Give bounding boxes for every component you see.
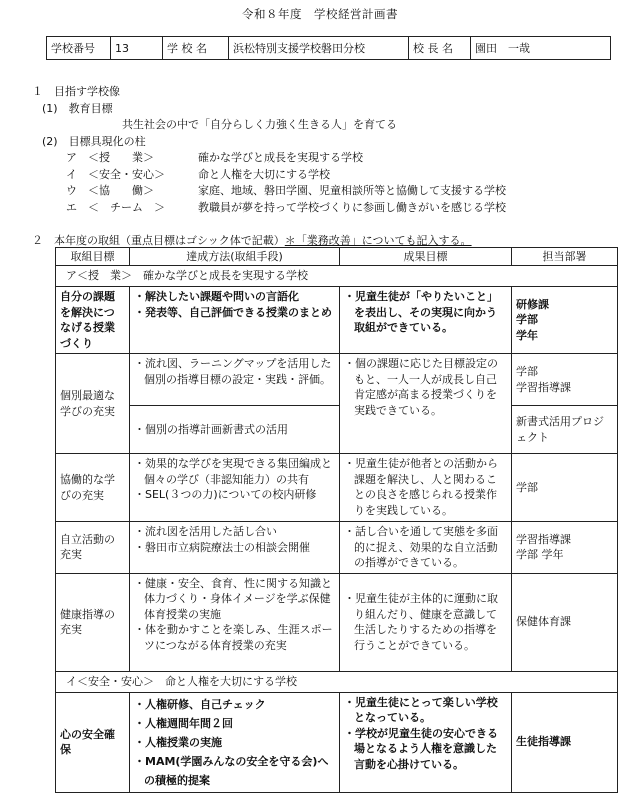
col-header-outcome: 成果目標 — [340, 248, 512, 266]
table-row — [56, 573, 618, 671]
method-item: ・解決したい課題や問いの言語化 — [134, 290, 299, 303]
method-cell — [130, 522, 340, 574]
outcome-text: ・学校が児童生徒の安心できる場となるよう人権を意識した言動を心掛けている。 — [344, 726, 498, 771]
section-1-heading: １ 目指す学校像 — [32, 85, 120, 98]
pillar-item — [30, 183, 620, 200]
method-item: ・人権週間年間２回 — [134, 716, 233, 730]
outcome-cell — [340, 522, 512, 574]
school-name-label: 学 校 名 — [163, 37, 229, 60]
goal-cell: 健康指導の充実 — [56, 573, 130, 671]
method-item: ・体を動かすことを楽しみ、生涯スポーツにつながる体育授業の充実 — [134, 623, 333, 652]
pillar-band-lessons: ア＜授 業＞ 確かな学びと成長を実現する学校 — [56, 266, 618, 287]
pillar-key: ア ＜授 業＞ — [66, 151, 154, 164]
method-item: ・流れ図、ラーニングマップを活用した個別の指導目標の設定・実践・評価。 — [134, 357, 332, 386]
outcome-text: ・児童生徒にとって楽しい学校となっている。 — [344, 695, 498, 724]
method-item: ・個別の指導計画新書式の活用 — [134, 422, 288, 436]
outcome-text: ・児童生徒が「やりたいこと」を表出し、その実現に向かう取組ができている。 — [344, 290, 498, 334]
table-row — [56, 287, 618, 354]
method-cell — [130, 573, 340, 671]
method-item: ・SEL(３つの力)についての校内研修 — [134, 488, 317, 501]
method-item: ・発表等、自己評価できる授業のまとめ — [134, 305, 332, 319]
table-row — [56, 454, 618, 522]
table-row — [56, 692, 618, 792]
dept-cell: 保健体育課 — [512, 573, 618, 671]
col-header-method: 達成方法(取組手段) — [130, 248, 340, 266]
school-number-label: 学校番号 — [47, 37, 111, 60]
outcome-cell — [340, 354, 512, 454]
section-2-heading — [32, 232, 472, 248]
dept-cell: 学部 — [512, 454, 618, 522]
pillar-text: 命と人権を大切にする学校 — [198, 167, 330, 181]
dept-cell: 新書式活用プロジェクト — [512, 406, 618, 454]
pillar-item — [30, 200, 620, 217]
outcome-text: ・児童生徒が主体的に運動に取り組んだり、健康を意識して生活したりするための指導を行うことができている。 — [344, 592, 498, 652]
method-cell — [130, 354, 340, 406]
dept-cell: 研修課 学部 学年 — [512, 287, 618, 354]
school-info-table — [46, 36, 611, 60]
section-2-note: ＊「業務改善」についても記入する。 — [284, 234, 472, 247]
dept-cell: 学部 学習指導課 — [512, 354, 618, 406]
school-name: 浜松特別支援学校磐田分校 — [229, 37, 409, 60]
pillar-item — [30, 150, 620, 167]
method-cell — [130, 454, 340, 522]
pillar-key: イ ＜安全・安心＞ — [66, 167, 165, 181]
goal-cell: 心の安全確保 — [56, 692, 130, 792]
goal-cell: 自分の課題を解決につなげる授業づくり — [56, 287, 130, 354]
goal-cell: 自立活動の充実 — [56, 522, 130, 574]
outcome-text: ・児童生徒が他者との活動から課題を解決し、人と関わることの良さを感じられる授業作りを実践している。 — [344, 457, 498, 517]
principal-label: 校 長 名 — [409, 37, 471, 60]
method-item: ・磐田市立病院療法士の相談会開催 — [134, 540, 310, 554]
pillar-text: 教職員が夢を持って学校づくりに参画し働きがいを感じる学校 — [198, 200, 506, 214]
section-2-title: ２ 本年度の取組（重点目標はゴシック体で記載） — [32, 234, 285, 247]
goal-cell: 個別最適な学びの充実 — [56, 354, 130, 454]
pillar-key: エ ＜ チーム ＞ — [66, 200, 165, 214]
pillar-text: 確かな学びと成長を実現する学校 — [198, 151, 363, 164]
method-item: ・流れ図を活用した話し合い — [134, 525, 277, 538]
initiatives-table — [55, 247, 618, 793]
pillar-key: ウ ＜協 働＞ — [66, 184, 154, 197]
goal-cell: 協働的な学びの充実 — [56, 454, 130, 522]
table-row — [56, 406, 618, 454]
method-item: ・効果的な学びを実現できる集団編成と個々の学び（非認知能力）の共有 — [134, 457, 332, 486]
outcome-cell — [340, 573, 512, 671]
method-item: ・人権研修、自己チェック — [134, 697, 266, 711]
outcome-cell — [340, 454, 512, 522]
principal-name: 園田 一哉 — [471, 37, 611, 60]
education-goal-heading: (1) 教育目標 — [42, 101, 113, 115]
col-header-goal: 取組目標 — [56, 248, 130, 266]
school-number: 13 — [111, 37, 163, 60]
outcome-cell — [340, 287, 512, 354]
outcome-text: ・話し合いを通して実態を多面的に捉え、効果的な自立活動の指導ができている。 — [344, 525, 498, 569]
education-goal: 共生社会の中で「自分らしく力強く生きる人」を育てる — [122, 118, 397, 131]
pillars-heading: (2) 目標具現化の柱 — [42, 134, 146, 148]
school-vision-outline — [30, 84, 620, 216]
method-item: ・健康・安全、食育、性に関する知識と体力づくり・身体イメージを学ぶ保健体育授業の実施 — [134, 576, 332, 621]
method-cell — [130, 406, 340, 454]
dept-cell: 学習指導課 学部 学年 — [512, 522, 618, 574]
method-cell — [130, 692, 340, 792]
method-item: ・人権授業の実施 — [134, 735, 222, 749]
pillar-item — [30, 167, 620, 184]
dept-cell: 生徒指導課 — [512, 692, 618, 792]
outcome-cell — [340, 692, 512, 792]
pillar-band-safety: イ＜安全・安心＞ 命と人権を大切にする学校 — [56, 671, 618, 692]
table-row — [56, 354, 618, 406]
outcome-text: ・個の課題に応じた目標設定のもと、一人一人が成長し自己肯定感が高まる授業づくりを実践できている。 — [344, 357, 498, 417]
document-title: 令和８年度 学校経営計画書 — [242, 7, 398, 21]
method-item: ・MAM(学園みんなの安全を守る会)への積極的提案 — [134, 754, 329, 787]
pillar-text: 家庭、地域、磐田学園、児童相談所等と協働して支援する学校 — [198, 184, 506, 197]
col-header-dept: 担当部署 — [512, 248, 618, 266]
table-row — [56, 522, 618, 574]
method-cell — [130, 287, 340, 354]
